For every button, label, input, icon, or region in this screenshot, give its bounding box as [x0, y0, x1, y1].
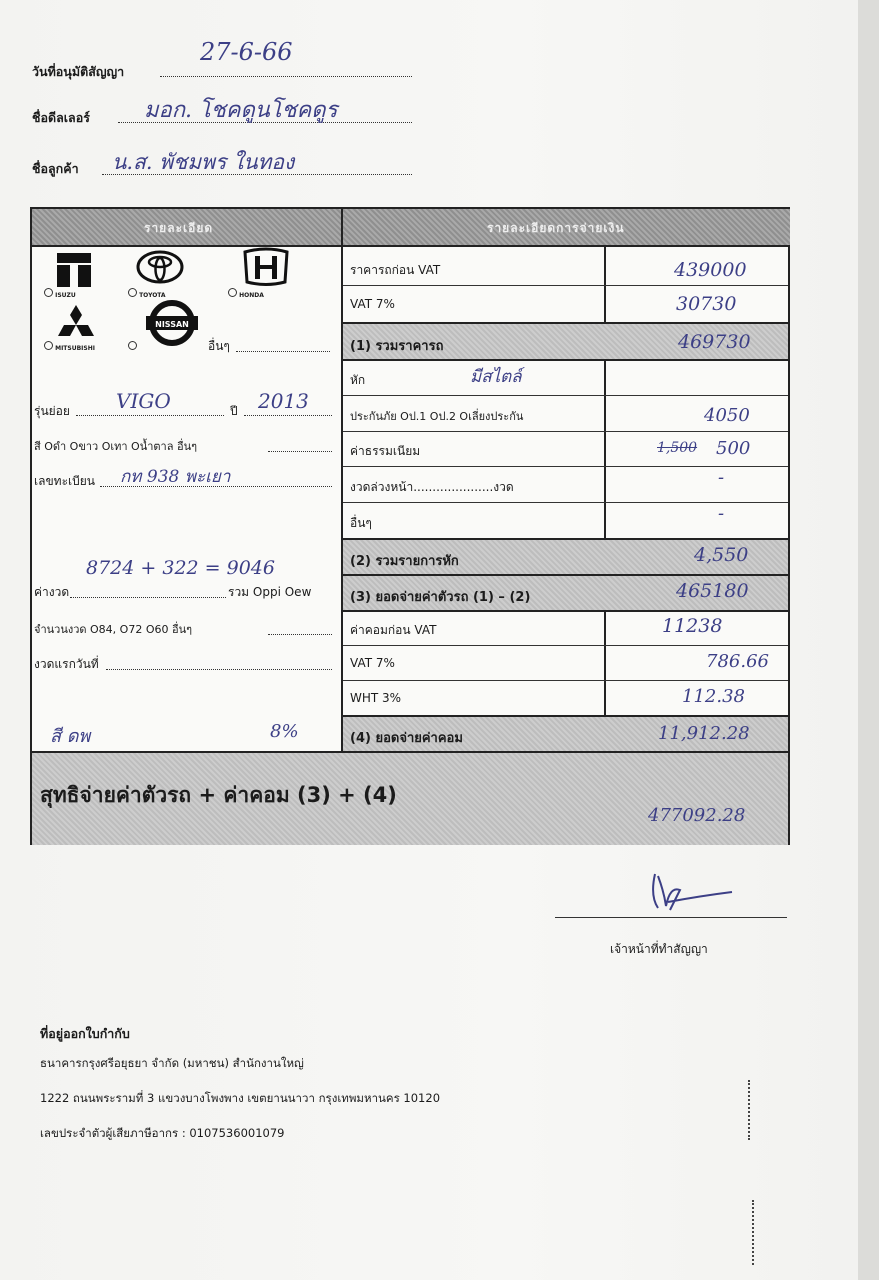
brand-label: ISUZU	[44, 288, 76, 299]
row-line	[343, 285, 788, 286]
row-value: 4050	[704, 405, 750, 426]
dealer-value: มอก. โชคดูนโชคดูร	[144, 98, 338, 123]
footer-line-2: 1222 ถนนพระรามที่ 3 แขวงบางโพงพาง เขตยานนาวา กรุงเทพมหานคร 10120	[40, 1091, 441, 1105]
row-label: ค่าคอมก่อน VAT	[350, 623, 437, 637]
model-value: VIGO	[116, 389, 171, 413]
row-value: 4,550	[694, 544, 749, 566]
other-brand-label: อื่นๆ	[208, 339, 230, 353]
term-line: จำนวนงวด O84, O72 O60 อื่นๆ	[34, 623, 193, 636]
row-line	[343, 715, 788, 717]
row-line	[343, 680, 788, 681]
net-total-label: สุทธิจ่ายค่าตัวรถ + ค่าคอม (3) + (4)	[40, 783, 397, 807]
svg-text:NISSAN: NISSAN	[155, 320, 189, 329]
row-value: 500	[716, 438, 751, 459]
customer-value: น.ส. พัชมพร ในทอง	[112, 150, 295, 174]
model-dots	[76, 415, 224, 416]
brand-label: MITSUBISHI	[44, 341, 95, 352]
other-brand-dots	[236, 351, 330, 352]
term-dots	[268, 634, 332, 635]
margin-mark	[748, 1080, 753, 1140]
plate-value: กท 938 พะเยา	[120, 467, 231, 487]
model-label: รุ่นย่อย	[34, 404, 70, 418]
row-value: 112.38	[682, 686, 745, 707]
year-value: 2013	[258, 389, 309, 413]
installment-dots	[70, 597, 226, 598]
row-label: (2) รวมรายการหัก	[350, 554, 459, 569]
approval-date-label: วันที่อนุมัติสัญญา	[32, 64, 125, 79]
row-value: 786.66	[706, 651, 769, 672]
row-label: ประกันภัย Oป.1 Oป.2 Oเลี่ยงประกัน	[350, 410, 524, 423]
year-label: ปี	[230, 404, 238, 418]
signature-mark	[640, 866, 740, 916]
row-label: อื่นๆ	[350, 516, 372, 530]
row-line	[343, 431, 788, 432]
row-label: ค่าธรรมเนียม	[350, 444, 421, 458]
brand-label: TOYOTA	[128, 288, 166, 299]
approval-date-dots	[160, 76, 412, 77]
footer-heading: ที่อยู่ออกใบกำกับ	[40, 1026, 130, 1041]
first-due-dots	[106, 669, 332, 670]
mitsubishi-logo-icon	[56, 303, 96, 339]
left-header-title: รายละเอียด	[144, 221, 214, 235]
row-line	[343, 645, 788, 646]
installment-suffix: รวม Oppi Oew	[228, 585, 312, 599]
footer-line-1: ธนาคารกรุงศรีอยุธยา จำกัด (มหาชน) สำนักงานใหญ่	[40, 1056, 304, 1070]
row-value: 11238	[662, 615, 723, 637]
row-line	[343, 322, 788, 324]
brand-label: HONDA	[228, 288, 264, 299]
note-right: 8%	[270, 721, 299, 742]
year-dots	[244, 415, 332, 416]
row-line	[343, 610, 788, 612]
row-label: งวดล่วงหน้า.....................งวด	[350, 480, 514, 494]
payment-table	[30, 207, 790, 845]
approval-date-value: 27-6-66	[200, 38, 293, 66]
row-line	[343, 538, 788, 540]
signature-line	[555, 917, 787, 918]
installment-label: ค่างวด	[34, 585, 70, 599]
deduct-note: มีสไตล์	[470, 367, 522, 387]
header-divider	[32, 245, 788, 247]
row-line	[343, 574, 788, 576]
honda-logo-icon	[239, 247, 293, 287]
struck-fee: 1,500	[657, 440, 698, 456]
row-line	[32, 751, 788, 753]
row-label: VAT 7%	[350, 297, 395, 311]
row-value: 439000	[674, 259, 747, 281]
row-label: (4) ยอดจ่ายค่าคอม	[350, 731, 463, 746]
color-dots	[268, 451, 332, 452]
note-left: สี ดพ	[50, 726, 91, 747]
plate-label: เลขทะเบียน	[34, 474, 95, 488]
row-value: -	[718, 503, 725, 524]
right-header-title: รายละเอียดการจ่ายเงิน	[487, 221, 625, 235]
toyota-logo-icon	[135, 249, 185, 285]
row-value: -	[718, 467, 725, 488]
row-value: 469730	[678, 331, 751, 353]
row-label: หัก	[350, 373, 366, 387]
row-label: VAT 7%	[350, 656, 395, 670]
isuzu-logo-icon	[54, 249, 94, 289]
column-divider	[341, 209, 343, 751]
dealer-label: ชื่อดีลเลอร์	[32, 110, 90, 125]
row-label: (1) รวมราคารถ	[350, 339, 444, 354]
first-due-label: งวดแรกวันที่	[34, 657, 99, 671]
installment-value: 8724 + 322 = 9046	[86, 557, 275, 579]
page-edge	[858, 0, 879, 1280]
nissan-radio[interactable]	[128, 335, 137, 354]
row-line	[343, 359, 788, 361]
color-line: สี Oดำ Oขาว Oเทา Oน้ำตาล อื่นๆ	[34, 440, 198, 453]
signature-caption: เจ้าหน้าที่ทำสัญญา	[610, 942, 708, 956]
customer-label: ชื่อลูกค้า	[32, 161, 79, 176]
row-label: WHT 3%	[350, 691, 402, 705]
row-value: 30730	[676, 293, 737, 315]
margin-mark	[752, 1200, 757, 1265]
net-total-value: 477092.28	[648, 805, 746, 826]
nissan-logo-icon	[144, 299, 200, 347]
row-value: 11,912.28	[658, 723, 750, 744]
row-label: ราคารถก่อน VAT	[350, 263, 441, 277]
row-label: (3) ยอดจ่ายค่าตัวรถ (1) – (2)	[350, 590, 531, 605]
footer-line-3: เลขประจำตัวผู้เสียภาษีอากร : 0107536001079	[40, 1126, 285, 1140]
row-line	[343, 395, 788, 396]
row-value: 465180	[676, 580, 749, 602]
